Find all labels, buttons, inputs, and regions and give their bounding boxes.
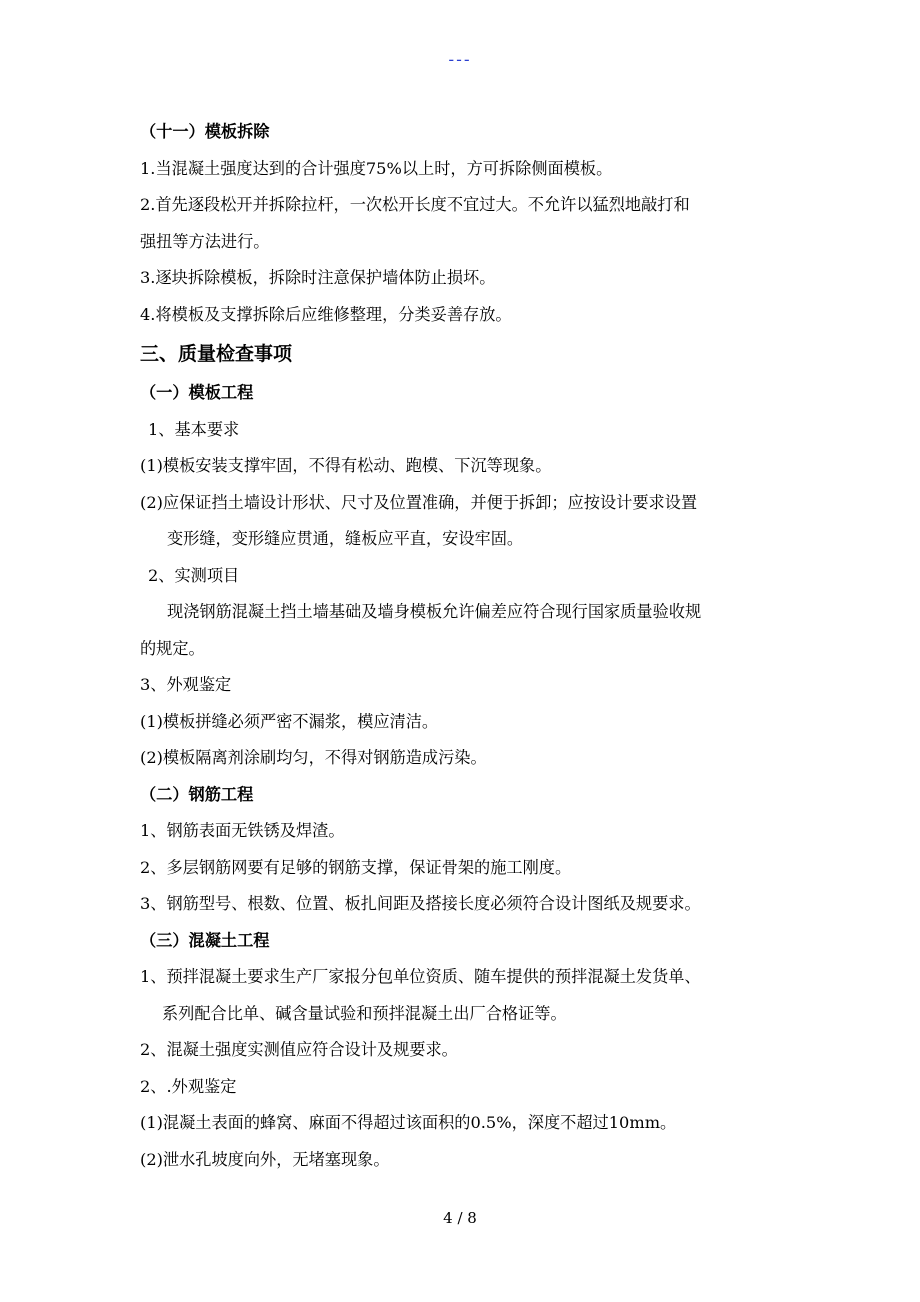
paragraph: (2)应保证挡土墙设计形状、尺寸及位置准确，并便于拆卸；应按设计要求设置 (140, 492, 698, 512)
paragraph: 强扭等方法进行。 (140, 231, 270, 251)
paragraph: 2.首先逐段松开并拆除拉杆，一次松开长度不宜过大。不允许以猛烈地敲打和 (140, 195, 690, 214)
paragraph: 1.当混凝土强度达到的合计强度75%以上时，方可拆除侧面模板。 (140, 158, 613, 178)
paragraph: (1)混凝土表面的蜂窝、麻面不得超过该面积的0.5%，深度不超过10mm。 (140, 1113, 677, 1132)
paragraph: 2、多层钢筋网要有足够的钢筋支撑，保证骨架的施工刚度。 (140, 857, 572, 877)
paragraph: 1、钢筋表面无铁锈及焊渣。 (140, 821, 345, 840)
paragraph: 系列配合比单、碱含量试验和预拌混凝土出厂合格证等。 (162, 1003, 567, 1023)
paragraph: 3.逐块拆除模板，拆除时注意保护墙体防止损坏。 (140, 268, 496, 287)
paragraph: 2、.外观鉴定 (140, 1076, 237, 1096)
subsection-concrete-heading: （三）混凝土工程 (140, 930, 270, 950)
document-body (140, 114, 785, 1178)
paragraph: 的规定。 (140, 638, 205, 658)
paragraph: (1)模板安装支撑牢固，不得有松动、跑模、下沉等现象。 (140, 456, 552, 475)
paragraph: (2)泄水孔坡度向外，无堵塞现象。 (140, 1149, 390, 1169)
header-mark: --- (448, 50, 472, 69)
paragraph: 1、预拌混凝土要求生产厂家报分包单位资质、随车提供的预拌混凝土发货单、 (140, 967, 701, 986)
paragraph: 2、混凝土强度实测值应符合设计及规要求。 (140, 1040, 458, 1059)
paragraph: 4.将模板及支撑拆除后应维修整理，分类妥善存放。 (140, 304, 512, 324)
section-11-heading: （十一）模板拆除 (140, 122, 270, 141)
paragraph: 1、基本要求 (148, 419, 240, 439)
page-number: 4 / 8 (443, 1209, 477, 1227)
paragraph: (2)模板隔离剂涂刷均匀，不得对钢筋造成污染。 (140, 748, 487, 767)
paragraph: 3、外观鉴定 (140, 675, 232, 694)
paragraph: 2、实测项目 (148, 565, 240, 585)
paragraph: 变形缝，变形缝应贯通，缝板应平直，安设牢固。 (167, 529, 524, 548)
paragraph: (1)模板拼缝必须严密不漏浆，模应清洁。 (140, 711, 439, 731)
subsection-rebar-heading: （二）钢筋工程 (140, 784, 254, 804)
paragraph: 现浇钢筋混凝土挡土墙基础及墙身模板允许偏差应符合现行国家质量验收规 (167, 602, 702, 621)
paragraph: 3、钢筋型号、根数、位置、板扎间距及搭接长度必须符合设计图纸及规要求。 (140, 894, 701, 913)
section-3-heading: 三、质量检查事项 (140, 343, 293, 365)
subsection-formwork-heading: （一）模板工程 (140, 383, 254, 402)
